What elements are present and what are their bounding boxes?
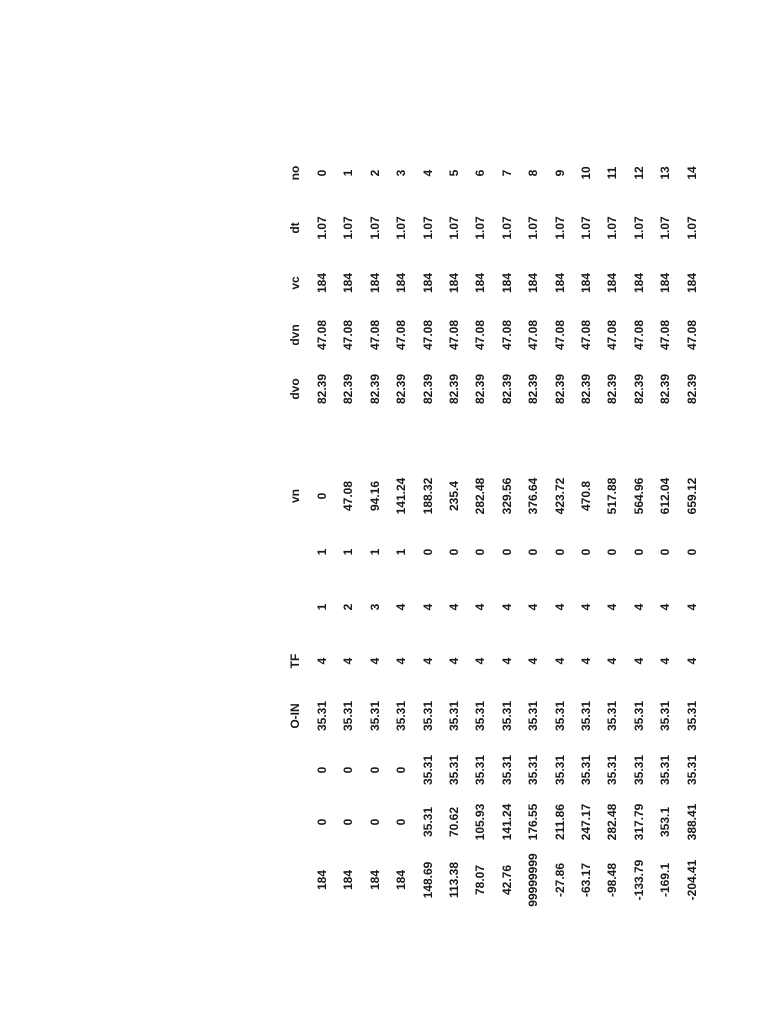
table-cell: 470.8 (579, 480, 593, 512)
table-cell: 329.56 (499, 477, 514, 515)
table-cell: 47.08 (341, 480, 356, 512)
table-cell: 0 (394, 818, 409, 826)
table-cell: 317.79 (631, 803, 646, 841)
table-cell: 564.96 (631, 477, 646, 515)
table-cell: 4 (420, 603, 435, 611)
table-cell: 3 (394, 169, 409, 177)
table-cell: 353.1 (658, 806, 673, 838)
table-cell: 1.07 (526, 216, 541, 240)
table-cell: 47.08 (394, 319, 409, 351)
table-cell: 184 (367, 869, 382, 891)
table-cell: 35.31 (447, 754, 461, 786)
table-cell: 47.08 (315, 319, 329, 351)
table-cell: 1.07 (394, 216, 409, 240)
table-cell: 1 (341, 548, 356, 556)
table-cell: 188.32 (420, 477, 435, 515)
table-cell: 4 (579, 657, 593, 665)
table-cell: 184 (684, 272, 699, 294)
table-cell: 47.08 (552, 319, 567, 351)
table-cell: 4 (420, 169, 435, 177)
table-cell: 1.07 (684, 216, 699, 240)
table-cell: 0 (315, 766, 329, 774)
table-cell: 2 (341, 603, 356, 611)
table-cell: 9 (552, 169, 567, 177)
table-cell: 82.39 (579, 373, 593, 405)
table-cell: 388.41 (684, 803, 699, 841)
table-cell: -98.48 (605, 862, 620, 898)
table-cell: 4 (526, 657, 541, 665)
table-cell: 47.08 (447, 319, 461, 351)
table-cell: 184 (420, 272, 435, 294)
table-cell: 4 (631, 603, 646, 611)
table-cell: 0 (499, 548, 514, 556)
table-cell: 2 (367, 169, 382, 177)
table-cell: 184 (658, 272, 673, 294)
table-cell: 4 (605, 657, 620, 665)
table-cell: 82.39 (420, 373, 435, 405)
table-cell: 0 (341, 766, 356, 774)
table-cell: 6 (473, 169, 488, 177)
table-cell: 0 (420, 548, 435, 556)
table-cell: 423.72 (552, 477, 567, 515)
table-cell: -204.41 (684, 859, 699, 901)
table-cell: 0 (579, 548, 593, 556)
table-cell: 82.39 (394, 373, 409, 405)
table-cell: 1.07 (367, 216, 382, 240)
table-cell: 35.31 (315, 700, 329, 732)
table-cell: 70.62 (447, 806, 461, 838)
table-cell: 47.08 (526, 319, 541, 351)
table-cell: 4 (473, 603, 488, 611)
table-cell: 82.39 (315, 373, 329, 405)
table-cell: 4 (658, 657, 673, 665)
table-cell: 35.31 (499, 754, 514, 786)
table-cell: 4 (394, 657, 409, 665)
table-cell: 4 (447, 657, 461, 665)
table-cell: 0 (526, 548, 541, 556)
table-cell: 7 (499, 169, 514, 177)
table-cell: 1 (341, 169, 356, 177)
table-cell: 35.31 (420, 754, 435, 786)
table-cell: 4 (499, 603, 514, 611)
table-cell: 1.07 (579, 216, 593, 240)
table-cell: 35.31 (658, 754, 673, 786)
table-cell: 35.31 (526, 700, 541, 732)
table-cell: -169.1 (658, 862, 673, 898)
table-cell: 4 (447, 603, 461, 611)
table-cell: 82.39 (447, 373, 461, 405)
table-cell: 4 (579, 603, 593, 611)
table-cell: 35.31 (341, 700, 356, 732)
table-cell: 47.08 (658, 319, 673, 351)
table-cell: 0 (658, 548, 673, 556)
table-cell: 35.31 (499, 700, 514, 732)
table-cell: 4 (394, 603, 409, 611)
table-cell: 4 (684, 603, 699, 611)
table-cell: 176.55 (526, 803, 541, 841)
table-cell: 35.31 (552, 700, 567, 732)
table-cell: 47.08 (684, 319, 699, 351)
table-cell: 82.39 (473, 373, 488, 405)
table-cell: 4 (499, 657, 514, 665)
table-cell: 1.07 (499, 216, 514, 240)
table-cell: 82.39 (526, 373, 541, 405)
table-cell: 4 (420, 657, 435, 665)
table-cell: 3 (367, 603, 382, 611)
table-cell: 4 (605, 603, 620, 611)
table-cell: 4 (526, 603, 541, 611)
table-cell: 82.39 (658, 373, 673, 405)
table-cell: 1.07 (658, 216, 673, 240)
table-cell: -63.17 (579, 862, 593, 898)
table-cell: 1 (367, 548, 382, 556)
table-cell: 1.07 (315, 216, 329, 240)
table-cell: 211.86 (552, 803, 567, 841)
table-cell: 1.07 (447, 216, 461, 240)
table-cell: 11 (605, 166, 620, 180)
table-cell: 99999999 (526, 853, 541, 907)
table-cell: 0 (447, 548, 461, 556)
table-cell: 35.31 (420, 700, 435, 732)
table-cell: -27.86 (552, 862, 567, 898)
table-cell: 4 (341, 657, 356, 665)
column-header: no (288, 165, 302, 181)
table-cell: 13 (658, 166, 673, 180)
table-cell: 35.31 (367, 700, 382, 732)
table-cell: 0 (394, 766, 409, 774)
table-cell: 4 (367, 657, 382, 665)
table-cell: 1.07 (341, 216, 356, 240)
table-cell: 0 (315, 169, 329, 177)
table-cell: 184 (473, 272, 488, 294)
table-cell: 35.31 (605, 754, 620, 786)
table-cell: 35.31 (473, 754, 488, 786)
table-cell: 612.04 (658, 477, 673, 515)
table-cell: 184 (315, 272, 329, 294)
table-cell: 184 (394, 869, 409, 891)
table-cell: 659.12 (684, 477, 699, 515)
table-cell: 184 (367, 272, 382, 294)
table-cell: 4 (631, 657, 646, 665)
table-cell: 35.31 (579, 700, 593, 732)
table-cell: 5 (447, 169, 461, 177)
table-cell: 12 (631, 166, 646, 180)
table-cell: 184 (579, 272, 593, 294)
table-cell: 184 (499, 272, 514, 294)
table-cell: 47.08 (579, 319, 593, 351)
table-cell: 4 (684, 657, 699, 665)
table-cell: 35.31 (579, 754, 593, 786)
table-cell: 1.07 (552, 216, 567, 240)
column-header: vn (288, 488, 302, 504)
table-cell: 4 (658, 603, 673, 611)
column-header: O-IN (288, 703, 302, 729)
table-cell: 35.31 (394, 700, 409, 732)
column-header: dvn (288, 324, 302, 346)
table-cell: 78.07 (473, 864, 488, 896)
table-cell: 35.31 (684, 754, 699, 786)
table-cell: 4 (552, 657, 567, 665)
table-cell: 10 (579, 166, 593, 180)
table-cell: 0 (552, 548, 567, 556)
table-cell: 1.07 (420, 216, 435, 240)
table-cell: 1 (315, 548, 329, 556)
table-cell: 82.39 (631, 373, 646, 405)
table-cell: 14 (684, 166, 699, 180)
table-cell: 35.31 (658, 700, 673, 732)
table-cell: 47.08 (631, 319, 646, 351)
table-cell: 141.24 (394, 477, 409, 515)
table-cell: 47.08 (605, 319, 620, 351)
table-cell: 1.07 (605, 216, 620, 240)
table-cell: 82.39 (341, 373, 356, 405)
column-header: vc (288, 276, 302, 290)
table-cell: 184 (631, 272, 646, 294)
table-cell: 517.88 (605, 477, 620, 515)
table-cell: 1 (394, 548, 409, 556)
table-cell: 184 (447, 272, 461, 294)
table-cell: 1.07 (631, 216, 646, 240)
table-cell: 47.08 (420, 319, 435, 351)
table-cell: 282.48 (605, 803, 620, 841)
table-cell: 148.69 (420, 861, 435, 899)
table-cell: 47.08 (341, 319, 356, 351)
table-cell: 0 (684, 548, 699, 556)
table-cell: 282.48 (473, 477, 488, 515)
table-cell: 0 (473, 548, 488, 556)
table-cell: 235.4 (447, 480, 461, 512)
table-cell: 35.31 (631, 700, 646, 732)
table-cell: 35.31 (605, 700, 620, 732)
table-cell: 184 (526, 272, 541, 294)
table-cell: 47.08 (473, 319, 488, 351)
table-cell: 82.39 (684, 373, 699, 405)
table-cell: 0 (315, 818, 329, 826)
table-cell: 184 (394, 272, 409, 294)
table-cell: 47.08 (499, 319, 514, 351)
table-cell: 184 (605, 272, 620, 294)
table-cell: 35.31 (526, 754, 541, 786)
table-cell: 184 (341, 869, 356, 891)
table-cell: 247.17 (579, 803, 593, 841)
table-cell: 82.39 (367, 373, 382, 405)
table-cell: 184 (315, 869, 329, 891)
table-cell: 35.31 (420, 806, 435, 838)
table-cell: 376.64 (526, 477, 541, 515)
table-cell: 141.24 (499, 803, 514, 841)
column-header: TF (288, 653, 302, 669)
column-header: dt (288, 222, 302, 234)
table-cell: 47.08 (367, 319, 382, 351)
table-cell: 82.39 (605, 373, 620, 405)
table-cell: 94.16 (367, 480, 382, 512)
table-cell: 4 (552, 603, 567, 611)
table-cell: -133.79 (631, 859, 646, 901)
table-cell: 105.93 (473, 803, 488, 841)
table-cell: 0 (631, 548, 646, 556)
table-cell: 1.07 (473, 216, 488, 240)
table-cell: 35.31 (631, 754, 646, 786)
table-cell: 35.31 (684, 700, 699, 732)
table-cell: 82.39 (499, 373, 514, 405)
table-cell: 184 (341, 272, 356, 294)
table-cell: 4 (315, 657, 329, 665)
table-cell: 0 (367, 766, 382, 774)
table-cell: 82.39 (552, 373, 567, 405)
table-cell: 184 (552, 272, 567, 294)
table-cell: 113.38 (447, 861, 461, 899)
table-cell: 0 (605, 548, 620, 556)
table-cell: 4 (473, 657, 488, 665)
table-cell: 8 (526, 169, 541, 177)
table-cell: 35.31 (552, 754, 567, 786)
table-cell: 42.76 (499, 864, 514, 896)
table-cell: 1 (315, 603, 329, 611)
column-header: dvo (288, 378, 302, 400)
table-cell: 0 (367, 818, 382, 826)
table-cell: 0 (341, 818, 356, 826)
table-cell: 35.31 (447, 700, 461, 732)
table-cell: 35.31 (473, 700, 488, 732)
table-cell: 0 (315, 492, 329, 500)
